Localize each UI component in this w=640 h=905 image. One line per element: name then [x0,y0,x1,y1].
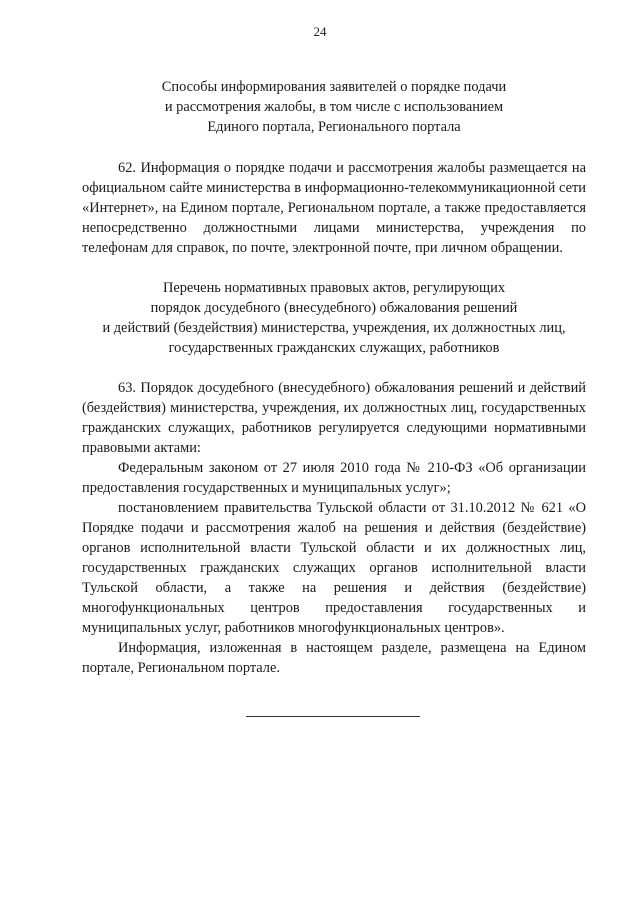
heading-line: Способы информирования заявителей о порядке подачи [161,79,507,95]
paragraph-63: 63. Порядок досудебного (внесудебного) обжалования решений и действий (бездействия) министерства, учреждения, их должностных лиц, государственных гражданских служащих, работников регулируется следующими нормативными правовыми актами: [82,380,586,456]
heading-line: и действий (бездействия) министерства, учреждения, их должностных лиц, [102,320,566,336]
spacer [82,258,586,278]
heading-line: государственных гражданских служащих, работников [168,340,500,356]
section-heading-legal-acts [82,278,586,358]
heading-line: порядок досудебного (внесудебного) обжалования решений [150,300,518,316]
page-number: 24 [313,24,327,39]
spacer [82,137,586,158]
section-heading-complaint-info [82,77,586,137]
paragraph-62: 62. Информация о порядке подачи и рассмотрения жалобы размещается на официальном сайте министерства в информационно-телекоммуникационной сети «Интернет», на Едином портале, Региональном портале, а также предоставляется непосредственно должностными лицами министерства, учреждения по телефонам для справок, по почте, электронной почте, при личном обращении. [82,160,586,256]
footer-divider-line [246,716,420,717]
info-note: Информация, изложенная в настоящем разделе, размещена на Едином портале, Региональном портале. [82,640,586,676]
act-federal-law: Федеральным законом от 27 июля 2010 года № 210-ФЗ «Об организации предоставления государственных и муниципальных услуг»; [82,460,586,496]
page-content [82,77,586,678]
heading-line: и рассмотрения жалобы, в том числе с использованием [164,99,504,115]
heading-line: Перечень нормативных правовых актов, регулирующих [162,280,506,296]
act-regional-resolution: постановлением правительства Тульской области от 31.10.2012 № 621 «О Порядке подачи и рассмотрения жалоб на решения и действия (бездействие) органов исполнительной власти Тульской области и их должностных лиц, государственных гражданских служащих органов исполнительной власти Тульской области, а также на решения и действия (бездействие) многофункциональных центров предоставления государственных и муниципальных услуг, работников многофункциональных центров». [82,500,586,636]
spacer [82,358,586,378]
heading-line: Единого портала, Регионального портала [207,119,461,135]
